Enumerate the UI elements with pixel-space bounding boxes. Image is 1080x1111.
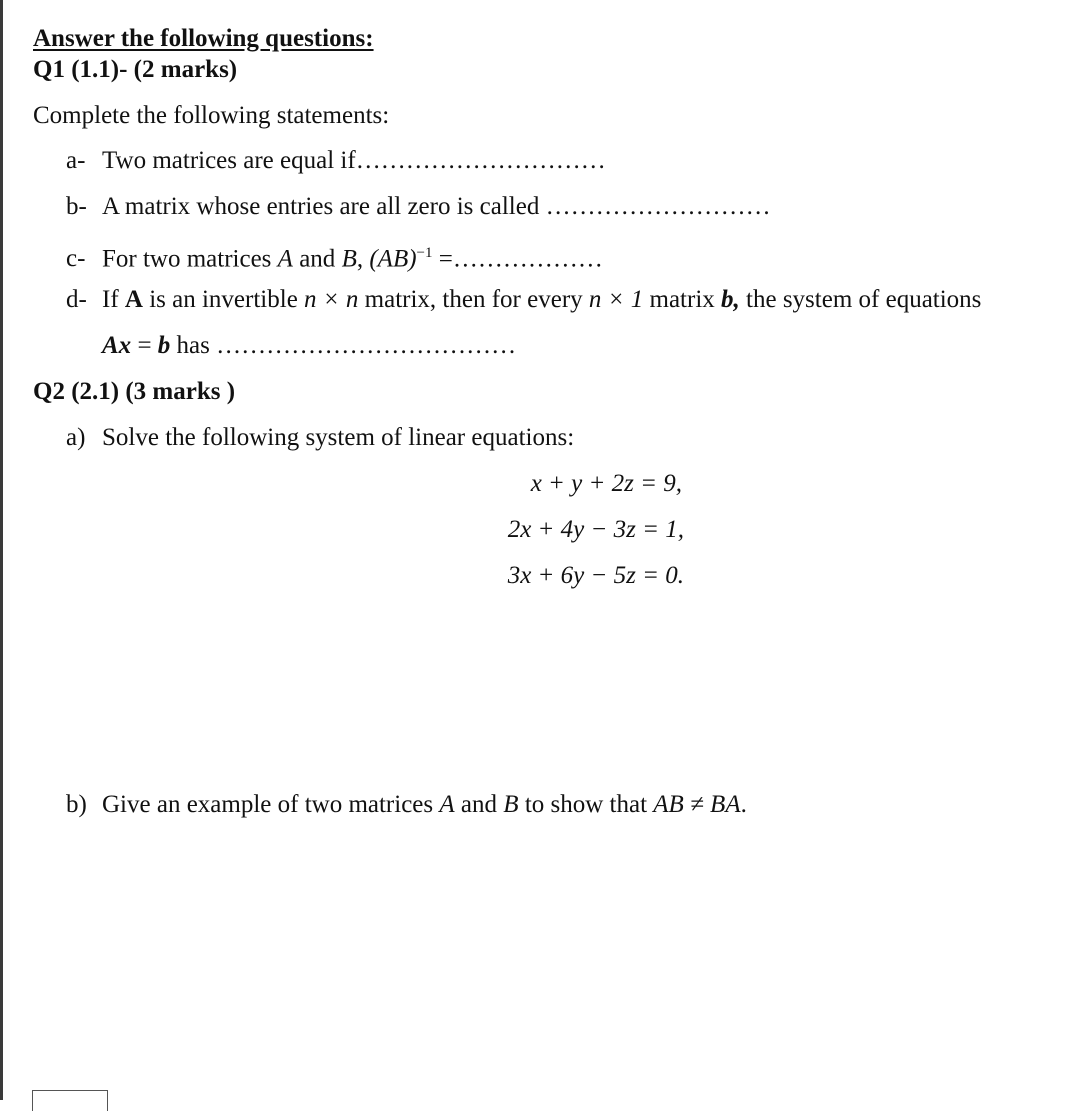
part-text: Solve the following system of linear equations: xyxy=(102,424,575,451)
page-title: Answer the following questions: xyxy=(33,25,374,52)
equation-1: x + y + 2z = 9, xyxy=(530,470,682,497)
part-text: and xyxy=(454,791,504,818)
item-label: d- xyxy=(66,286,87,313)
part-text: to show that xyxy=(518,791,654,818)
answer-blank: ……………………… xyxy=(539,193,771,220)
answer-blank: ……………… xyxy=(452,245,603,273)
item-text: is an invertible xyxy=(142,286,305,313)
noncommutative-expression: AB ≠ BA xyxy=(653,791,741,818)
item-text: Two matrices are equal if xyxy=(102,147,356,174)
q1-heading: Q1 (1.1)- (2 marks) xyxy=(33,56,238,83)
equation-2: 2x + 4y − 3z = 1, xyxy=(507,516,684,543)
item-text: the system of equations xyxy=(739,286,982,313)
item-text: matrix xyxy=(643,286,722,313)
item-label: b- xyxy=(66,193,87,220)
q2-heading: Q2 (2.1) (3 marks ) xyxy=(33,378,236,405)
part-label: b) xyxy=(66,791,87,818)
q1-item-d-continuation xyxy=(102,331,516,361)
item-text: If xyxy=(102,286,125,313)
inverse-expression: (AB) xyxy=(369,245,417,273)
part-text: Give an example of two matrices xyxy=(102,791,440,818)
item-text: , xyxy=(356,245,370,273)
matrix-a-bold: A xyxy=(124,286,143,313)
inverse-exponent: −1 xyxy=(416,245,433,261)
item-text: matrix, then for every xyxy=(358,286,589,313)
q1-item-b xyxy=(66,192,771,222)
bottom-box xyxy=(32,1090,108,1111)
page-left-border xyxy=(0,0,3,1100)
q2-part-a xyxy=(66,423,574,453)
item-text: has xyxy=(170,332,217,359)
part-label: a) xyxy=(66,424,86,451)
answer-blank: ……………………………… xyxy=(216,332,517,359)
ax-expression: Ax xyxy=(102,332,132,359)
matrix-a: A xyxy=(277,245,293,273)
equals-sign: = xyxy=(432,245,453,273)
item-text: and xyxy=(292,245,342,273)
answer-blank: ………………………… xyxy=(355,147,606,174)
matrix-b: B xyxy=(503,791,519,818)
vector-b: b xyxy=(157,332,171,359)
equals-sign: = xyxy=(131,332,158,359)
item-text: A matrix whose entries are all zero is called xyxy=(102,193,540,220)
q1-item-c xyxy=(66,238,603,274)
dimension-nxn: n × n xyxy=(304,286,359,313)
q1-item-d xyxy=(66,285,981,315)
dimension-nx1: n × 1 xyxy=(588,286,644,313)
period: . xyxy=(740,791,747,818)
q1-intro: Complete the following statements: xyxy=(33,102,390,129)
matrix-b: B xyxy=(341,245,357,273)
vector-b-bold: b, xyxy=(721,286,740,313)
item-label: a- xyxy=(66,147,86,174)
q2-part-b xyxy=(66,790,747,820)
item-label: c- xyxy=(66,245,86,273)
item-text: For two matrices xyxy=(102,245,278,273)
q1-item-a xyxy=(66,146,606,176)
equation-3: 3x + 6y − 5z = 0. xyxy=(507,562,684,589)
matrix-a: A xyxy=(439,791,455,818)
